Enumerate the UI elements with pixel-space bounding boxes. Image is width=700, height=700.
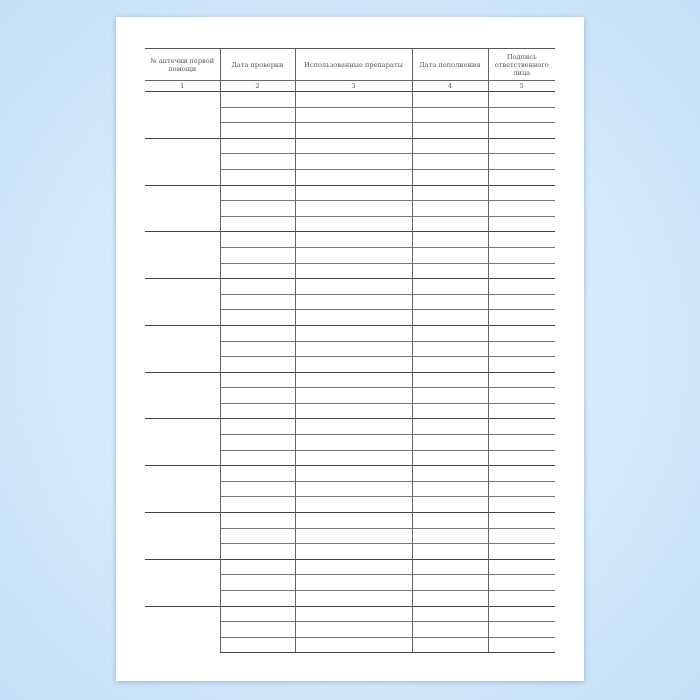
col-number-1: 1	[145, 81, 220, 92]
used-drugs-cell[interactable]	[295, 216, 412, 232]
table-row	[145, 325, 555, 341]
used-drugs-cell[interactable]	[295, 637, 412, 653]
table-row	[145, 372, 555, 388]
signature-cell[interactable]	[488, 466, 555, 482]
used-drugs-cell[interactable]	[295, 185, 412, 201]
check-date-cell[interactable]	[220, 201, 295, 217]
signature-cell[interactable]	[488, 435, 555, 451]
check-date-cell[interactable]	[220, 435, 295, 451]
refill-date-cell[interactable]	[412, 232, 488, 248]
refill-date-cell[interactable]	[412, 497, 488, 513]
kit-number-cell[interactable]	[145, 559, 220, 606]
check-date-cell[interactable]	[220, 591, 295, 607]
signature-cell[interactable]	[488, 247, 555, 263]
used-drugs-cell[interactable]	[295, 138, 412, 154]
refill-date-cell[interactable]	[412, 154, 488, 170]
refill-date-cell[interactable]	[412, 450, 488, 466]
table-row	[145, 513, 555, 529]
refill-date-cell[interactable]	[412, 388, 488, 404]
check-date-cell[interactable]	[220, 544, 295, 560]
check-date-cell[interactable]	[220, 450, 295, 466]
signature-cell[interactable]	[488, 232, 555, 248]
check-date-cell[interactable]	[220, 403, 295, 419]
refill-date-cell[interactable]	[412, 216, 488, 232]
used-drugs-cell[interactable]	[295, 123, 412, 139]
check-date-cell[interactable]	[220, 372, 295, 388]
table-row	[145, 138, 555, 154]
signature-cell[interactable]	[488, 263, 555, 279]
signature-cell[interactable]	[488, 575, 555, 591]
col-number-3: 3	[295, 81, 412, 92]
check-date-cell[interactable]	[220, 232, 295, 248]
used-drugs-cell[interactable]	[295, 450, 412, 466]
used-drugs-cell[interactable]	[295, 606, 412, 622]
refill-date-cell[interactable]	[412, 123, 488, 139]
refill-date-cell[interactable]	[412, 138, 488, 154]
check-date-cell[interactable]	[220, 575, 295, 591]
signature-cell[interactable]	[488, 450, 555, 466]
used-drugs-cell[interactable]	[295, 279, 412, 295]
refill-date-cell[interactable]	[412, 591, 488, 607]
check-date-cell[interactable]	[220, 185, 295, 201]
signature-cell[interactable]	[488, 341, 555, 357]
check-date-cell[interactable]	[220, 92, 295, 108]
signature-cell[interactable]	[488, 107, 555, 123]
col-header-refill-date: Дата пополнения	[412, 49, 488, 81]
used-drugs-cell[interactable]	[295, 544, 412, 560]
used-drugs-cell[interactable]	[295, 310, 412, 326]
journal-page	[116, 17, 584, 681]
table-row	[145, 606, 555, 622]
refill-date-cell[interactable]	[412, 481, 488, 497]
check-date-cell[interactable]	[220, 497, 295, 513]
refill-date-cell[interactable]	[412, 294, 488, 310]
check-date-cell[interactable]	[220, 216, 295, 232]
used-drugs-cell[interactable]	[295, 154, 412, 170]
signature-cell[interactable]	[488, 497, 555, 513]
kit-number-cell[interactable]	[145, 513, 220, 560]
used-drugs-cell[interactable]	[295, 481, 412, 497]
used-drugs-cell[interactable]	[295, 435, 412, 451]
check-date-cell[interactable]	[220, 325, 295, 341]
refill-date-cell[interactable]	[412, 201, 488, 217]
table-row	[145, 92, 555, 108]
used-drugs-cell[interactable]	[295, 372, 412, 388]
refill-date-cell[interactable]	[412, 310, 488, 326]
table-row	[145, 185, 555, 201]
col-number-4: 4	[412, 81, 488, 92]
refill-date-cell[interactable]	[412, 466, 488, 482]
kit-number-cell[interactable]	[145, 606, 220, 653]
kit-number-cell[interactable]	[145, 232, 220, 279]
used-drugs-cell[interactable]	[295, 559, 412, 575]
signature-cell[interactable]	[488, 279, 555, 295]
refill-date-cell[interactable]	[412, 263, 488, 279]
refill-date-cell[interactable]	[412, 544, 488, 560]
check-date-cell[interactable]	[220, 559, 295, 575]
kit-number-cell[interactable]	[145, 419, 220, 466]
refill-date-cell[interactable]	[412, 357, 488, 373]
log-body	[145, 92, 555, 653]
signature-cell[interactable]	[488, 637, 555, 653]
kit-number-cell[interactable]	[145, 466, 220, 513]
used-drugs-cell[interactable]	[295, 325, 412, 341]
col-header-check-date: Дата проверки	[220, 49, 295, 81]
used-drugs-cell[interactable]	[295, 513, 412, 529]
used-drugs-cell[interactable]	[295, 497, 412, 513]
refill-date-cell[interactable]	[412, 513, 488, 529]
used-drugs-cell[interactable]	[295, 169, 412, 185]
signature-cell[interactable]	[488, 123, 555, 139]
check-date-cell[interactable]	[220, 154, 295, 170]
used-drugs-cell[interactable]	[295, 232, 412, 248]
signature-cell[interactable]	[488, 559, 555, 575]
check-date-cell[interactable]	[220, 513, 295, 529]
signature-cell[interactable]	[488, 372, 555, 388]
col-header-signature: Подпись ответственного лица	[488, 49, 555, 81]
column-number-row	[145, 81, 555, 92]
used-drugs-cell[interactable]	[295, 466, 412, 482]
refill-date-cell[interactable]	[412, 528, 488, 544]
signature-cell[interactable]	[488, 185, 555, 201]
refill-date-cell[interactable]	[412, 169, 488, 185]
check-date-cell[interactable]	[220, 606, 295, 622]
used-drugs-cell[interactable]	[295, 294, 412, 310]
used-drugs-cell[interactable]	[295, 201, 412, 217]
used-drugs-cell[interactable]	[295, 419, 412, 435]
table-row	[145, 232, 555, 248]
refill-date-cell[interactable]	[412, 637, 488, 653]
check-date-cell[interactable]	[220, 138, 295, 154]
table-row	[145, 279, 555, 295]
signature-cell[interactable]	[488, 419, 555, 435]
signature-cell[interactable]	[488, 481, 555, 497]
signature-cell[interactable]	[488, 138, 555, 154]
refill-date-cell[interactable]	[412, 435, 488, 451]
refill-date-cell[interactable]	[412, 92, 488, 108]
check-date-cell[interactable]	[220, 357, 295, 373]
check-date-cell[interactable]	[220, 466, 295, 482]
refill-date-cell[interactable]	[412, 185, 488, 201]
signature-cell[interactable]	[488, 591, 555, 607]
signature-cell[interactable]	[488, 513, 555, 529]
refill-date-cell[interactable]	[412, 247, 488, 263]
signature-cell[interactable]	[488, 388, 555, 404]
signature-cell[interactable]	[488, 357, 555, 373]
refill-date-cell[interactable]	[412, 559, 488, 575]
refill-date-cell[interactable]	[412, 606, 488, 622]
used-drugs-cell[interactable]	[295, 403, 412, 419]
signature-cell[interactable]	[488, 216, 555, 232]
check-date-cell[interactable]	[220, 622, 295, 638]
header-row	[145, 49, 555, 81]
used-drugs-cell[interactable]	[295, 622, 412, 638]
check-date-cell[interactable]	[220, 294, 295, 310]
table-row	[145, 559, 555, 575]
signature-cell[interactable]	[488, 528, 555, 544]
signature-cell[interactable]	[488, 325, 555, 341]
signature-cell[interactable]	[488, 201, 555, 217]
refill-date-cell[interactable]	[412, 575, 488, 591]
signature-cell[interactable]	[488, 622, 555, 638]
check-date-cell[interactable]	[220, 388, 295, 404]
check-date-cell[interactable]	[220, 310, 295, 326]
check-date-cell[interactable]	[220, 528, 295, 544]
check-date-cell[interactable]	[220, 123, 295, 139]
kit-number-cell[interactable]	[145, 325, 220, 372]
check-date-cell[interactable]	[220, 341, 295, 357]
kit-number-cell[interactable]	[145, 372, 220, 419]
used-drugs-cell[interactable]	[295, 92, 412, 108]
refill-date-cell[interactable]	[412, 419, 488, 435]
used-drugs-cell[interactable]	[295, 357, 412, 373]
kit-number-cell[interactable]	[145, 279, 220, 326]
refill-date-cell[interactable]	[412, 107, 488, 123]
signature-cell[interactable]	[488, 294, 555, 310]
used-drugs-cell[interactable]	[295, 263, 412, 279]
used-drugs-cell[interactable]	[295, 388, 412, 404]
signature-cell[interactable]	[488, 403, 555, 419]
col-number-2: 2	[220, 81, 295, 92]
used-drugs-cell[interactable]	[295, 107, 412, 123]
col-number-5: 5	[488, 81, 555, 92]
col-header-used-drugs: Использованные препараты	[295, 49, 412, 81]
check-date-cell[interactable]	[220, 481, 295, 497]
check-date-cell[interactable]	[220, 263, 295, 279]
first-aid-kit-log-table	[145, 48, 555, 653]
col-header-kit-number: № аптечки первой помощи	[145, 49, 220, 81]
signature-cell[interactable]	[488, 92, 555, 108]
refill-date-cell[interactable]	[412, 341, 488, 357]
refill-date-cell[interactable]	[412, 403, 488, 419]
used-drugs-cell[interactable]	[295, 341, 412, 357]
refill-date-cell[interactable]	[412, 372, 488, 388]
kit-number-cell[interactable]	[145, 138, 220, 185]
refill-date-cell[interactable]	[412, 325, 488, 341]
used-drugs-cell[interactable]	[295, 528, 412, 544]
refill-date-cell[interactable]	[412, 279, 488, 295]
signature-cell[interactable]	[488, 544, 555, 560]
check-date-cell[interactable]	[220, 419, 295, 435]
signature-cell[interactable]	[488, 606, 555, 622]
check-date-cell[interactable]	[220, 279, 295, 295]
refill-date-cell[interactable]	[412, 622, 488, 638]
check-date-cell[interactable]	[220, 247, 295, 263]
used-drugs-cell[interactable]	[295, 575, 412, 591]
table-row	[145, 419, 555, 435]
signature-cell[interactable]	[488, 169, 555, 185]
used-drugs-cell[interactable]	[295, 247, 412, 263]
kit-number-cell[interactable]	[145, 92, 220, 139]
signature-cell[interactable]	[488, 310, 555, 326]
check-date-cell[interactable]	[220, 637, 295, 653]
kit-number-cell[interactable]	[145, 185, 220, 232]
used-drugs-cell[interactable]	[295, 591, 412, 607]
check-date-cell[interactable]	[220, 169, 295, 185]
table-row	[145, 466, 555, 482]
signature-cell[interactable]	[488, 154, 555, 170]
check-date-cell[interactable]	[220, 107, 295, 123]
